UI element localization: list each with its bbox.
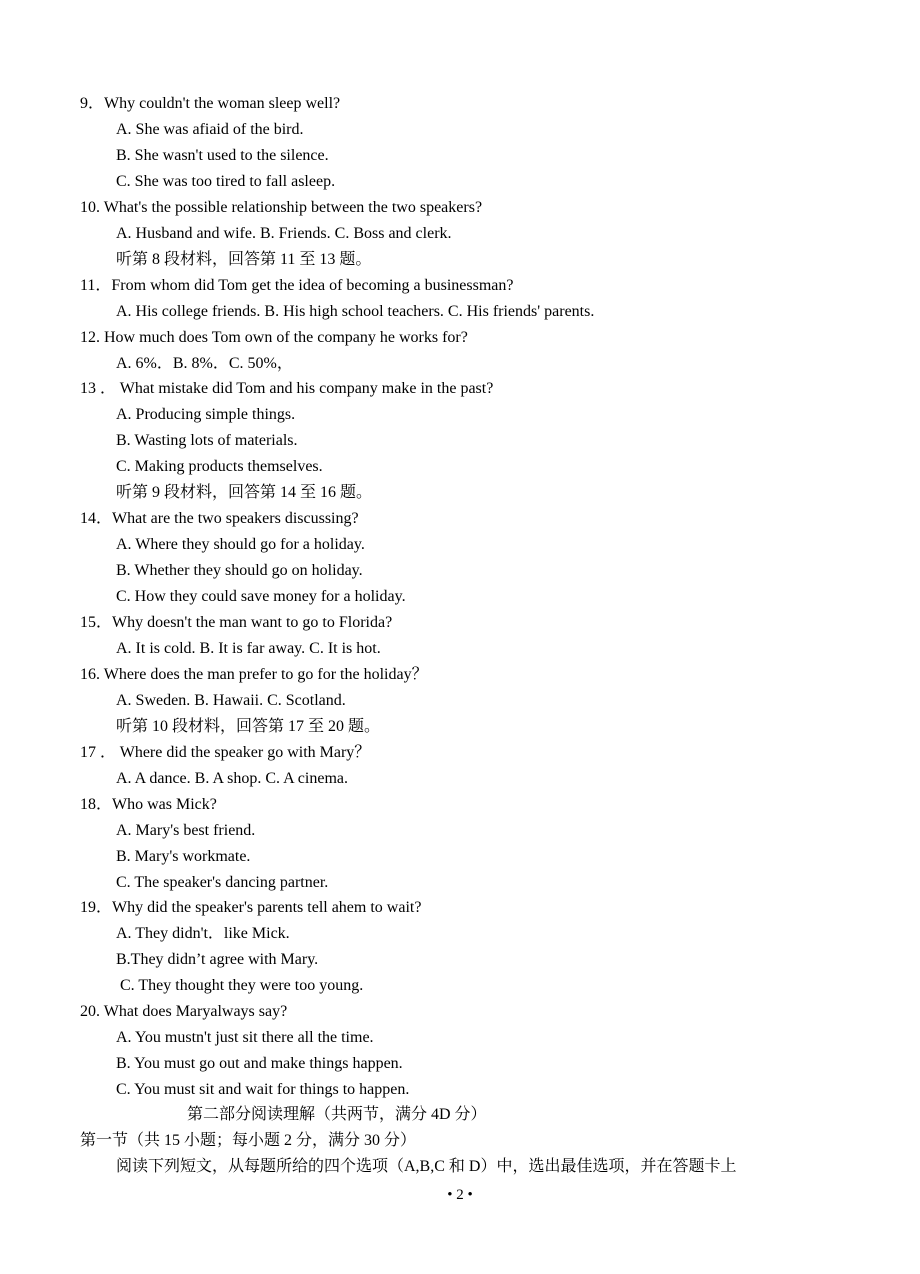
option-line: C. They thought they were too young. bbox=[116, 977, 364, 995]
option-line: A. Sweden. B. Hawaii. C. Scotland. bbox=[116, 691, 346, 709]
option-line: A. It is cold. B. It is far away. C. It is hot. bbox=[116, 639, 381, 657]
question-line: 13 ． What mistake did Tom and his company make in the past? bbox=[80, 380, 494, 398]
question-line: 12. How much does Tom own of the company he works for? bbox=[80, 328, 468, 346]
option-line: B. Wasting lots of materials. bbox=[116, 432, 298, 450]
question-line: 15．Why doesn't the man want to go to Florida? bbox=[80, 614, 393, 631]
option-line: A. 6%．B. 8%．C. 50%， bbox=[116, 354, 293, 372]
option-line: A. A dance. B. A shop. C. A cinema. bbox=[116, 769, 348, 787]
option-line: B. Whether they should go on holiday. bbox=[116, 562, 363, 580]
option-line: C. The speaker's dancing partner. bbox=[116, 873, 329, 891]
page-number: • 2 • bbox=[447, 1187, 473, 1203]
option-line: A. Husband and wife. B. Friends. C. Boss and clerk. bbox=[116, 224, 452, 242]
reading-instruction: 阅读下列短文，从每题所给的四个选项（A,B,C 和 D）中，选出最佳选项，并在答题卡上 bbox=[116, 1158, 737, 1175]
question-line: 19．Why did the speaker's parents tell ahem to wait? bbox=[80, 899, 422, 917]
question-line: 16. Where does the man prefer to go for the holiday？ bbox=[80, 665, 428, 683]
option-line: B.They didn’t agree with Mary. bbox=[116, 951, 319, 969]
option-line: A. Mary's best friend. bbox=[116, 821, 256, 839]
option-line: 听第 8 段材料，回答第 11 至 13 题。 bbox=[116, 250, 372, 268]
subsection-title: 第一节（共 15 小题；每小题 2 分，满分 30 分） bbox=[80, 1132, 417, 1149]
option-line: A. Where they should go for a holiday. bbox=[116, 536, 365, 554]
question-line: 11．From whom did Tom get the idea of becoming a businessman? bbox=[80, 276, 514, 294]
question-line: 17 ． Where did the speaker go with Mary？ bbox=[80, 743, 371, 761]
option-line: 听第 9 段材料，回答第 14 至 16 题。 bbox=[116, 484, 373, 502]
option-line: A. They didn't．like Mick. bbox=[116, 925, 290, 943]
question-line: 18．Who was Mick? bbox=[80, 795, 217, 813]
option-line: C. She was too tired to fall asleep. bbox=[116, 172, 336, 190]
option-line: A. She was afiaid of the bird. bbox=[116, 121, 304, 138]
option-line: A. You mustn't just sit there all the time. bbox=[116, 1029, 374, 1047]
question-line: 20. What does Maryalways say? bbox=[80, 1003, 288, 1021]
option-line: C. Making products themselves. bbox=[116, 458, 323, 476]
question-line: 10. What's the possible relationship between the two speakers? bbox=[80, 198, 483, 216]
option-line: C. You must sit and wait for things to happen. bbox=[116, 1081, 410, 1099]
question-line: 14．What are the two speakers discussing? bbox=[80, 510, 359, 528]
option-line: A. Producing simple things. bbox=[116, 406, 296, 424]
option-line: 听第 10 段材料，回答第 17 至 20 题。 bbox=[116, 717, 381, 735]
option-line: C. How they could save money for a holiday. bbox=[116, 588, 406, 605]
option-line: B. Mary's workmate. bbox=[116, 847, 251, 865]
question-line: 9．Why couldn't the woman sleep well? bbox=[80, 95, 341, 112]
option-line: B. You must go out and make things happen. bbox=[116, 1055, 403, 1073]
option-line: B. She wasn't used to the silence. bbox=[116, 146, 329, 164]
section-title: 第二部分阅读理解（共两节，满分 4D 分） bbox=[187, 1106, 487, 1123]
option-line: A. His college friends. B. His high school teachers. C. His friends' parents. bbox=[116, 302, 595, 320]
